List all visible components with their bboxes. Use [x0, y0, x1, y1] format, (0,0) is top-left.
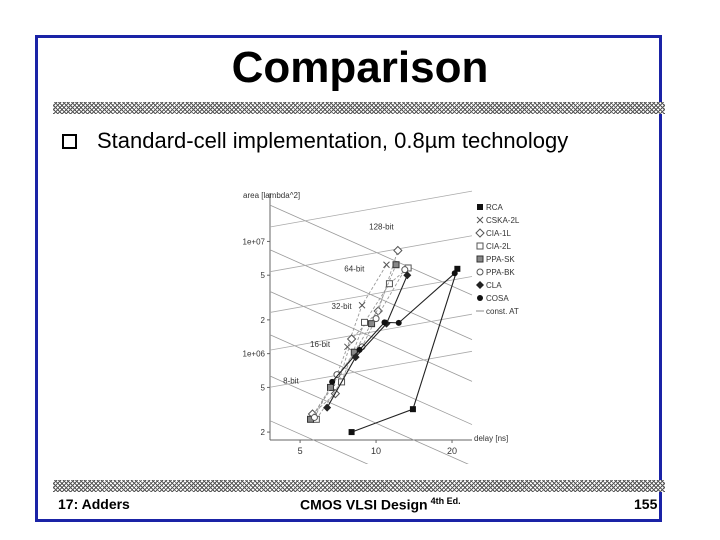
- area-delay-chart: [235, 168, 535, 464]
- y-tick-label: 2: [260, 315, 265, 325]
- y-tick-label: 5: [260, 383, 265, 393]
- bit-width-guide: [270, 236, 472, 272]
- slide-title: Comparison: [231, 43, 489, 92]
- bullet-checkbox-icon: [62, 134, 77, 149]
- data-point: [373, 316, 379, 322]
- footer-chapter: 17: Adders: [58, 496, 130, 512]
- legend-label: COSA: [486, 294, 509, 303]
- data-point: [452, 270, 458, 276]
- data-point: [394, 247, 402, 255]
- data-point: [323, 404, 331, 412]
- x-tick-label: 20: [447, 446, 458, 456]
- x-tick-label: 5: [297, 446, 303, 456]
- data-point: [357, 347, 363, 353]
- bullet-text: Standard-cell implementation, 0.8µm technology: [97, 128, 569, 153]
- data-point: [311, 414, 317, 420]
- bit-width-label: 16-bit: [310, 339, 331, 349]
- legend-label: PPA-SK: [486, 255, 515, 264]
- legend-label: const. AT: [486, 307, 519, 316]
- legend-marker: [477, 204, 483, 210]
- x-axis-label: delay [ns]: [474, 434, 509, 443]
- legend-marker: [477, 295, 483, 301]
- legend-label: RCA: [486, 203, 503, 212]
- y-axis-label: area [lambda^2]: [243, 191, 301, 200]
- title-divider: [53, 102, 665, 114]
- data-point: [381, 319, 387, 325]
- data-point: [359, 302, 365, 308]
- legend-label: CIA-1L: [486, 229, 511, 238]
- legend-marker: [477, 269, 483, 275]
- footer-divider: [53, 480, 665, 492]
- y-tick-label: 1e+07: [242, 237, 265, 247]
- footer-course-name: CMOS VLSI Design: [300, 496, 428, 513]
- x-tick-label: 10: [371, 446, 382, 456]
- legend-label: PPA-BK: [486, 268, 515, 277]
- data-point: [362, 319, 368, 325]
- data-point: [383, 262, 389, 268]
- bullet-item: [62, 124, 568, 158]
- legend-marker: [477, 243, 483, 249]
- legend-label: CSKA-2L: [486, 216, 520, 225]
- y-tick-label: 1e+06: [242, 349, 265, 359]
- legend-marker: [477, 256, 483, 262]
- footer-course: [300, 496, 461, 513]
- data-point: [349, 429, 355, 435]
- data-point: [328, 384, 334, 390]
- y-tick-label: 5: [260, 271, 265, 281]
- bit-width-guide: [270, 276, 472, 312]
- data-point: [329, 379, 335, 385]
- bit-width-label: 32-bit: [331, 301, 352, 311]
- bit-width-label: 64-bit: [344, 264, 365, 274]
- series-line-cia-1l: [312, 251, 397, 414]
- page-number: 155: [634, 496, 658, 512]
- footer-edition: 4th Ed.: [430, 496, 461, 506]
- bit-width-guide: [270, 351, 472, 387]
- legend-marker: [476, 281, 484, 289]
- bit-width-label: 8-bit: [283, 376, 299, 386]
- bit-width-label: 128-bit: [369, 222, 394, 232]
- const-at-line: [270, 335, 472, 425]
- legend-label: CIA-2L: [486, 242, 511, 251]
- legend-marker: [477, 217, 483, 223]
- data-point: [386, 281, 392, 287]
- y-tick-label: 2: [260, 428, 265, 438]
- legend-marker: [476, 229, 484, 237]
- data-point: [396, 320, 402, 326]
- legend-label: CLA: [486, 281, 502, 290]
- data-point: [393, 262, 399, 268]
- data-point: [410, 406, 416, 412]
